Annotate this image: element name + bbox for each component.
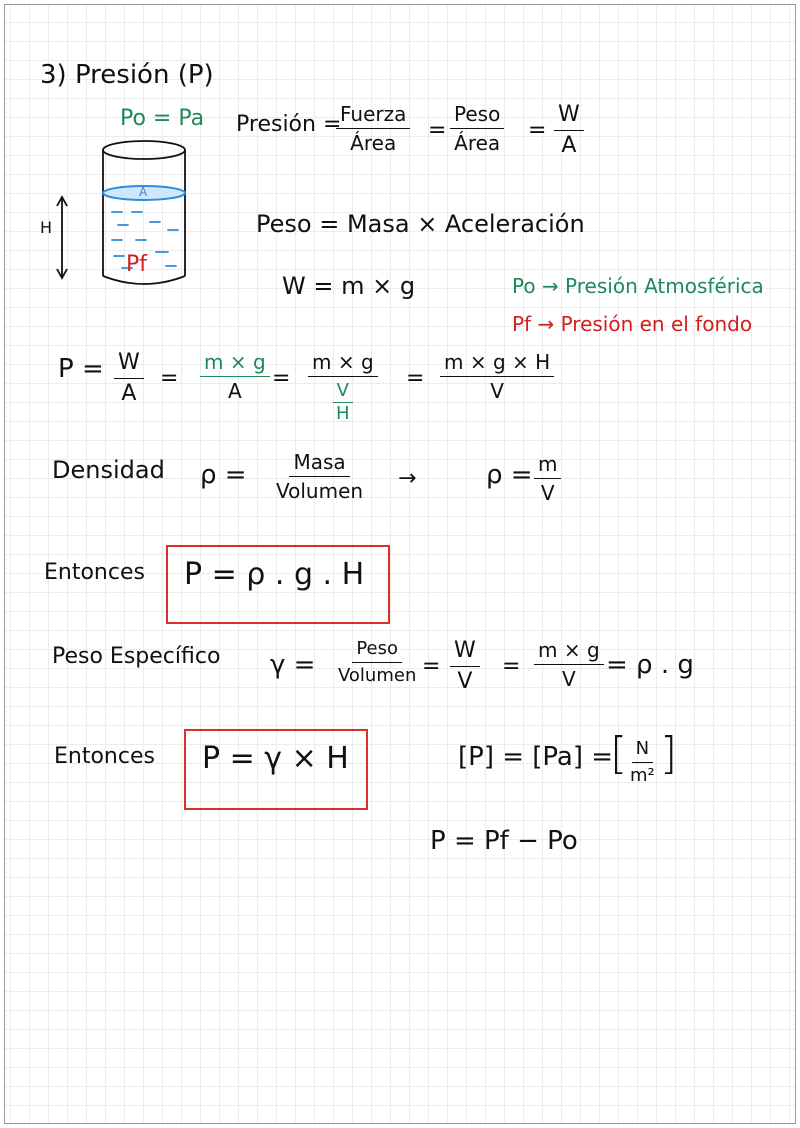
fraction-m-v <box>534 454 561 503</box>
implies-arrow: → <box>398 466 417 491</box>
fraction-weight-area <box>450 104 504 153</box>
nested-fraction-v-h <box>332 382 354 423</box>
boxed-formula: P = γ × H <box>202 741 349 776</box>
diagram-bottom-label: Pf <box>126 252 148 277</box>
fraction-denominator: Volumen <box>338 665 417 686</box>
equals-sign: = <box>528 118 547 143</box>
fraction-denominator: Área <box>350 131 397 155</box>
fraction-numerator: m × g × H <box>440 352 554 377</box>
fraction-denominator: V <box>540 481 555 505</box>
equals-sign: = <box>502 654 521 679</box>
fraction-denominator: V <box>561 667 576 691</box>
fraction-denominator: Volumen <box>276 479 364 503</box>
fraction-mg-a <box>200 352 270 401</box>
fraction-numerator: Peso <box>352 640 402 663</box>
specific-weight-tail: = ρ . g <box>606 650 694 680</box>
then-label: Entonces <box>54 744 155 769</box>
density-label: Densidad <box>52 456 165 484</box>
fraction-denominator: A <box>121 381 137 406</box>
pressure-difference: P = Pf − Po <box>430 826 578 856</box>
fraction-denominator: V <box>457 669 473 694</box>
section-heading: 3) Presión (P) <box>40 60 214 90</box>
equals-sign: = <box>272 366 291 391</box>
fraction-numerator: Peso <box>450 104 504 129</box>
fraction-numerator: m × g <box>534 640 604 665</box>
diagram-top-label: Po = Pa <box>120 106 205 131</box>
specific-weight-label: Peso Específico <box>52 644 221 669</box>
fraction-mgh-v <box>440 352 554 401</box>
fraction-denominator: H <box>336 403 350 424</box>
fraction-numerator: m <box>534 454 561 479</box>
fraction-numerator: Fuerza <box>336 104 410 129</box>
bracket-close: ] <box>660 728 678 779</box>
note-atmospheric: Po → Presión Atmosférica <box>512 274 764 298</box>
units-equation: [P] = [Pa] = <box>458 742 614 772</box>
fraction-numerator: W <box>450 640 480 667</box>
fraction-denominator: V <box>490 379 504 403</box>
density-rhs-lhs: ρ = <box>486 460 533 490</box>
fraction-denominator: A <box>561 133 577 158</box>
fraction-numerator: N <box>632 740 653 763</box>
specific-weight-lhs: γ = <box>270 650 316 680</box>
weight-equation: Peso = Masa × Aceleración <box>256 210 585 238</box>
equals-sign: = <box>406 366 425 391</box>
fraction-numerator: W <box>554 104 584 131</box>
fraction-mass-volume <box>272 452 367 501</box>
fraction-denominator <box>328 377 358 423</box>
diagram-height-label: H <box>40 218 53 237</box>
fraction-weight-volume <box>334 640 420 685</box>
fraction-mg-v-over-h <box>308 352 378 423</box>
equals-sign: = <box>160 366 179 391</box>
bracket-open: [ <box>610 728 628 779</box>
diagram-area-label: A <box>139 185 148 199</box>
fraction-numerator: W <box>114 352 144 379</box>
fraction-w-v <box>450 640 480 693</box>
fraction-mg-v <box>534 640 604 689</box>
density-lhs: ρ = <box>200 460 247 490</box>
w-mg-equation: W = m × g <box>282 272 416 300</box>
fraction-numerator: m × g <box>200 352 270 377</box>
then-label: Entonces <box>44 560 145 585</box>
fraction-n-m2 <box>626 740 659 785</box>
pressure-def-lhs: Presión = <box>236 112 342 137</box>
fraction-numerator: Masa <box>289 452 349 477</box>
fraction-w-a <box>114 352 144 405</box>
fraction-numerator: V <box>333 382 353 403</box>
equals-sign: = <box>422 654 441 679</box>
fraction-force-area <box>336 104 410 153</box>
equals-sign: = <box>428 118 447 143</box>
fraction-denominator: Área <box>454 131 501 155</box>
fraction-numerator: m × g <box>308 352 378 377</box>
p-chain-lhs: P = <box>58 354 104 384</box>
boxed-formula: P = ρ . g . H <box>184 557 365 592</box>
fraction-denominator: A <box>227 379 242 403</box>
note-bottom-pressure: Pf → Presión en el fondo <box>512 312 753 336</box>
fraction-w-a <box>554 104 584 157</box>
fraction-denominator: m² <box>630 765 655 786</box>
